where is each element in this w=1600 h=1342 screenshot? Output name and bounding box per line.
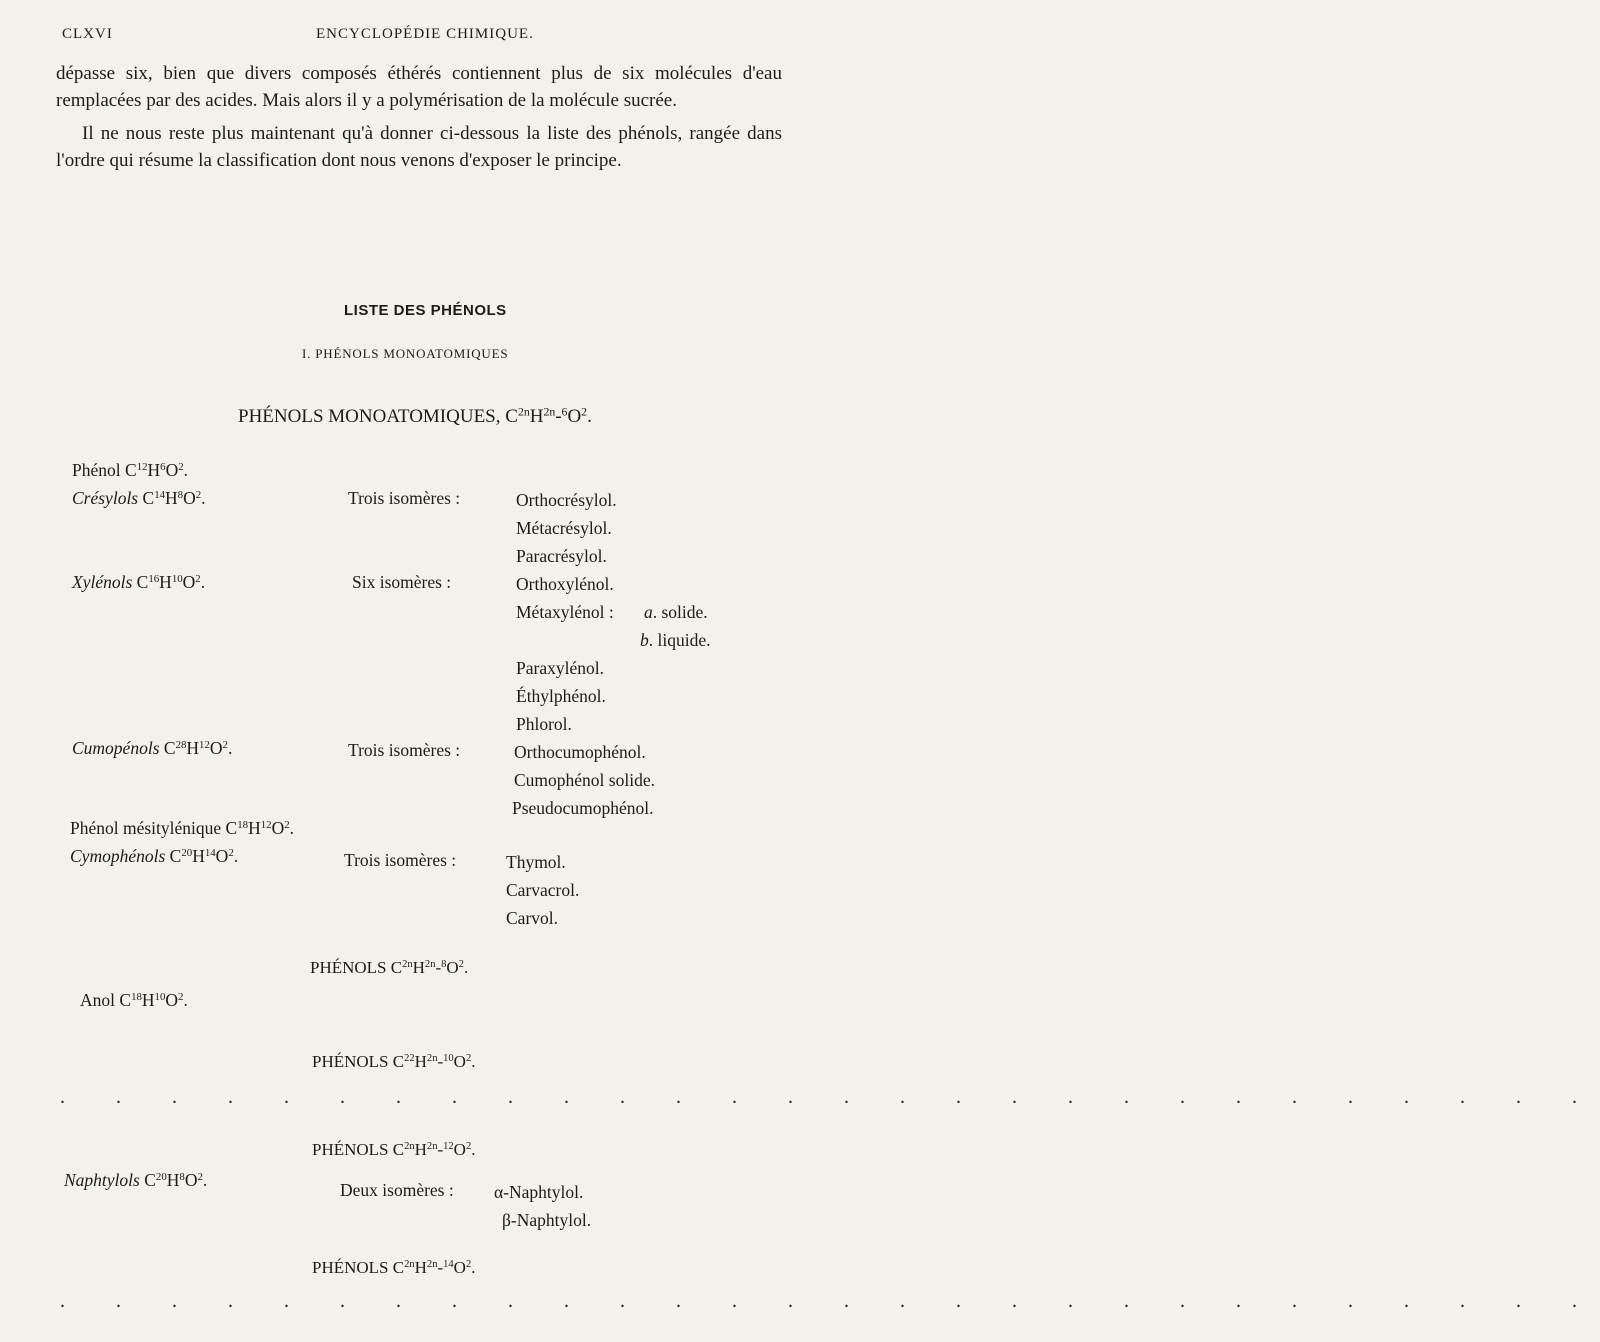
compound-formula: $C^{18}H^{10}O^2$. <box>119 990 188 1010</box>
isomer-item: β-Naphtylol. <box>502 1210 592 1230</box>
compound-name: Cumopénols <box>72 738 160 758</box>
section-title: I. PHÉNOLS MONOATOMIQUES <box>302 346 509 361</box>
compound-cresylols <box>72 488 206 509</box>
isomer-item: Éthylphénol. <box>516 686 606 706</box>
isomer-item: Phlorol. <box>516 714 572 734</box>
list-title: LISTE DES PHÉNOLS <box>344 302 507 319</box>
series-formula: $C^{2n}H^{2n}-^8O^2$. <box>390 958 469 977</box>
isomer-item: Paraxylénol. <box>516 658 604 678</box>
dot-leader: . . . . . . . . . . . . . . . . . . . . . . . . . . . . <box>60 1290 1600 1312</box>
body-text <box>56 60 782 174</box>
series-name: PHÉNOLS <box>310 958 387 977</box>
series-name: PHÉNOLS <box>312 1258 389 1277</box>
compound-name: Anol <box>80 990 115 1010</box>
isomer-item: Paracrésylol. <box>516 546 607 566</box>
isomer-item: Pseudocumophénol. <box>512 798 654 818</box>
compound-formula: $C^{20}H^8O^2$. <box>144 1170 208 1190</box>
compound-formula: $C^{12}H^6O^2$. <box>125 460 189 480</box>
compound-cymophenols <box>70 846 238 867</box>
isomer-item: Carvol. <box>506 908 559 928</box>
isomer-item: Orthocrésylol. <box>516 490 617 510</box>
series-name: PHÉNOLS MONOATOMIQUES, <box>238 406 501 427</box>
series-heading-4 <box>312 1140 475 1160</box>
isomer-form: a. solide. <box>644 602 708 622</box>
isomer-count: Deux isomères : <box>340 1180 454 1200</box>
compound-phenol-mesitylenique <box>70 818 294 839</box>
compound-xylenols <box>72 572 205 593</box>
isomer-item: Métaxylénol : <box>516 602 614 622</box>
series-name: PHÉNOLS <box>312 1052 389 1071</box>
series-heading-1 <box>238 406 592 428</box>
series-formula: $C^{2n}H^{2n}-^{12}O^2$. <box>392 1140 476 1159</box>
compound-formula: $C^{16}H^{10}O^2$. <box>136 572 206 592</box>
series-name: PHÉNOLS <box>312 1140 389 1159</box>
compound-name: Xylénols <box>72 572 133 592</box>
page-number: CLXVI <box>62 26 113 42</box>
isomer-item: Carvacrol. <box>506 880 580 900</box>
compound-name: Naphtylols <box>64 1170 140 1190</box>
isomer-item: Orthocumophénol. <box>514 742 646 762</box>
isomer-count: Trois isomères : <box>344 850 457 870</box>
compound-cumopenols <box>72 738 232 759</box>
series-heading-2 <box>310 958 468 978</box>
compound-formula: $C^{28}H^{12}O^2$. <box>163 738 233 758</box>
compound-name: Phénol mésitylénique <box>70 818 222 838</box>
series-formula: $C^{22}H^{2n}-^{10}O^2$. <box>392 1052 476 1071</box>
compound-naphtylols <box>64 1170 207 1191</box>
isomer-form: b. liquide. <box>640 630 711 650</box>
isomer-item: Métacrésylol. <box>516 518 612 538</box>
series-heading-5 <box>312 1258 475 1278</box>
compound-name: Phénol <box>72 460 121 480</box>
isomer-count: Six isomères : <box>352 572 452 592</box>
series-formula: $C^{2n}H^{2n}-^{14}O^2$. <box>392 1258 476 1277</box>
compound-phenol <box>72 460 188 481</box>
series-formula: $C^{2n}H^{2n}-^6O^2$. <box>505 405 592 427</box>
series-heading-3 <box>312 1052 475 1072</box>
paragraph-1: dépasse six, bien que divers composés éthérés contiennent plus de six molécules d'eau remplacées par des acides. Mais alors il y a polymérisation de la molécule sucrée. <box>56 63 782 111</box>
isomer-count: Trois isomères : <box>348 740 461 760</box>
compound-formula: $C^{14}H^8O^2$. <box>142 488 206 508</box>
compound-anol <box>80 990 188 1011</box>
isomer-count: Trois isomères : <box>348 488 461 508</box>
compound-name: Crésylols <box>72 488 139 508</box>
paragraph-2: Il ne nous reste plus maintenant qu'à donner ci-dessous la liste des phénols, rangée dans l'ordre qui résume la classification dont nous venons d'exposer le principe. <box>56 123 782 171</box>
compound-name: Cymophénols <box>70 846 166 866</box>
isomer-item: α-Naphtylol. <box>494 1182 584 1202</box>
isomer-item: Thymol. <box>506 852 566 872</box>
isomer-item: Cumophénol solide. <box>514 770 655 790</box>
compound-formula: $C^{18}H^{12}O^2$. <box>225 818 294 838</box>
compound-formula: $C^{20}H^{14}O^2$. <box>169 846 239 866</box>
isomer-item: Orthoxylénol. <box>516 574 614 594</box>
dot-leader: . . . . . . . . . . . . . . . . . . . . . . . . . . . . <box>60 1086 1600 1108</box>
running-title: ENCYCLOPÉDIE CHIMIQUE. <box>316 26 534 42</box>
